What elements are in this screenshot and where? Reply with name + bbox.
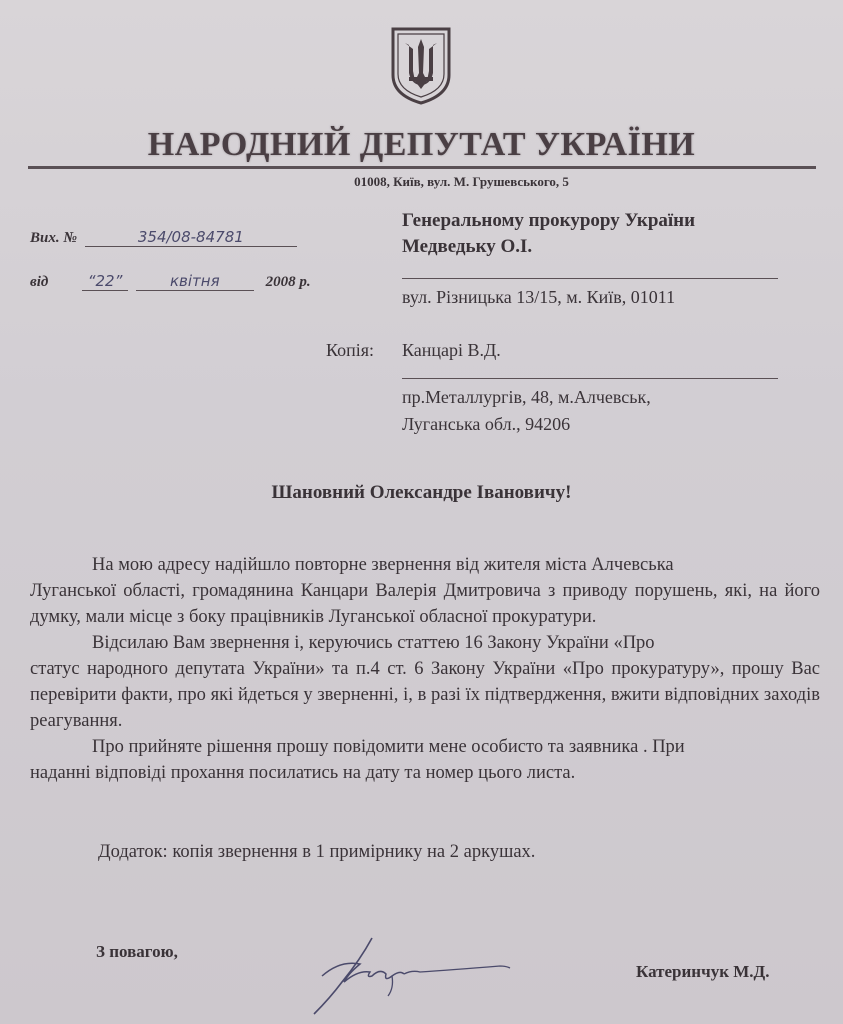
body-p3-rest: наданні відповіді прохання посилатись на дату та номер цього листа. xyxy=(30,763,576,783)
copy-rule xyxy=(402,378,778,379)
letterhead-title: НАРОДНИЙ ДЕПУТАТ УКРАЇНИ xyxy=(147,126,696,163)
outgoing-number-row xyxy=(30,228,311,272)
trident-emblem-icon xyxy=(389,25,453,105)
body-paragraph-3 xyxy=(30,734,820,786)
outgoing-date-row xyxy=(30,272,311,316)
signer-name: Катеринчук М.Д. xyxy=(636,962,770,981)
greeting: Шановний Олександре Івановичу! xyxy=(271,482,572,503)
letterhead-address: 01008, Київ, вул. М. Грушевського, 5 xyxy=(354,174,569,189)
attachment-note: Додаток: копія звернення в 1 примірнику на 2 аркушах. xyxy=(98,842,536,862)
closing-regards: З повагою, xyxy=(96,942,178,961)
outgoing-date-year: 2008 р. xyxy=(265,274,311,290)
letter-body xyxy=(30,552,820,786)
body-p1-rest: Луганської області, громадянина Канцари Валерія Дмитровича з приводу порушень, які, на його думку, мали місце з боку працівників Луганської обласної прокуратури. xyxy=(30,581,820,627)
body-p2-first-line: Відсилаю Вам звернення і, керуючись статтею 16 Закону України «Про xyxy=(92,633,655,653)
recipient-title: Генеральному прокурору України xyxy=(402,210,696,231)
outgoing-date-day: “22” xyxy=(82,272,128,291)
handwritten-signature xyxy=(300,930,520,1020)
outgoing-date-label: від xyxy=(30,274,49,290)
copy-label: Копія: xyxy=(326,340,375,360)
copy-address-line2: Луганська обл., 94206 xyxy=(402,414,571,434)
copy-address-line1: пр.Металлургів, 48, м.Алчевськ, xyxy=(402,387,651,407)
body-paragraph-2 xyxy=(30,630,820,734)
outgoing-number-value: 354/08-84781 xyxy=(85,228,297,247)
outgoing-date-month: квітня xyxy=(136,272,254,291)
body-p1-first-line: На мою адресу надійшло повторне звернення від жителя міста Алчевська xyxy=(92,555,674,575)
recipient-block xyxy=(402,208,695,260)
recipient-rule xyxy=(402,278,778,279)
copy-name: Канцарі В.Д. xyxy=(402,340,501,360)
recipient-name: Медведьку О.І. xyxy=(402,236,533,257)
body-p3-first-line: Про прийняте рішення прошу повідомити мене особисто та заявника . При xyxy=(92,737,685,757)
letterhead-divider xyxy=(28,166,816,169)
body-paragraph-1 xyxy=(30,552,820,630)
outgoing-reference xyxy=(30,228,311,316)
body-p2-rest: статус народного депутата України» та п.4 ст. 6 Закону України «Про прокуратуру», прошу Вас перевірити факти, про які йдеться у зверненні, і, в разі їх підтвердження, вжити відповідних заходів реагування. xyxy=(30,659,820,731)
recipient-address: вул. Різницька 13/15, м. Київ, 01011 xyxy=(402,287,676,307)
outgoing-number-label: Вих. № xyxy=(30,230,78,246)
